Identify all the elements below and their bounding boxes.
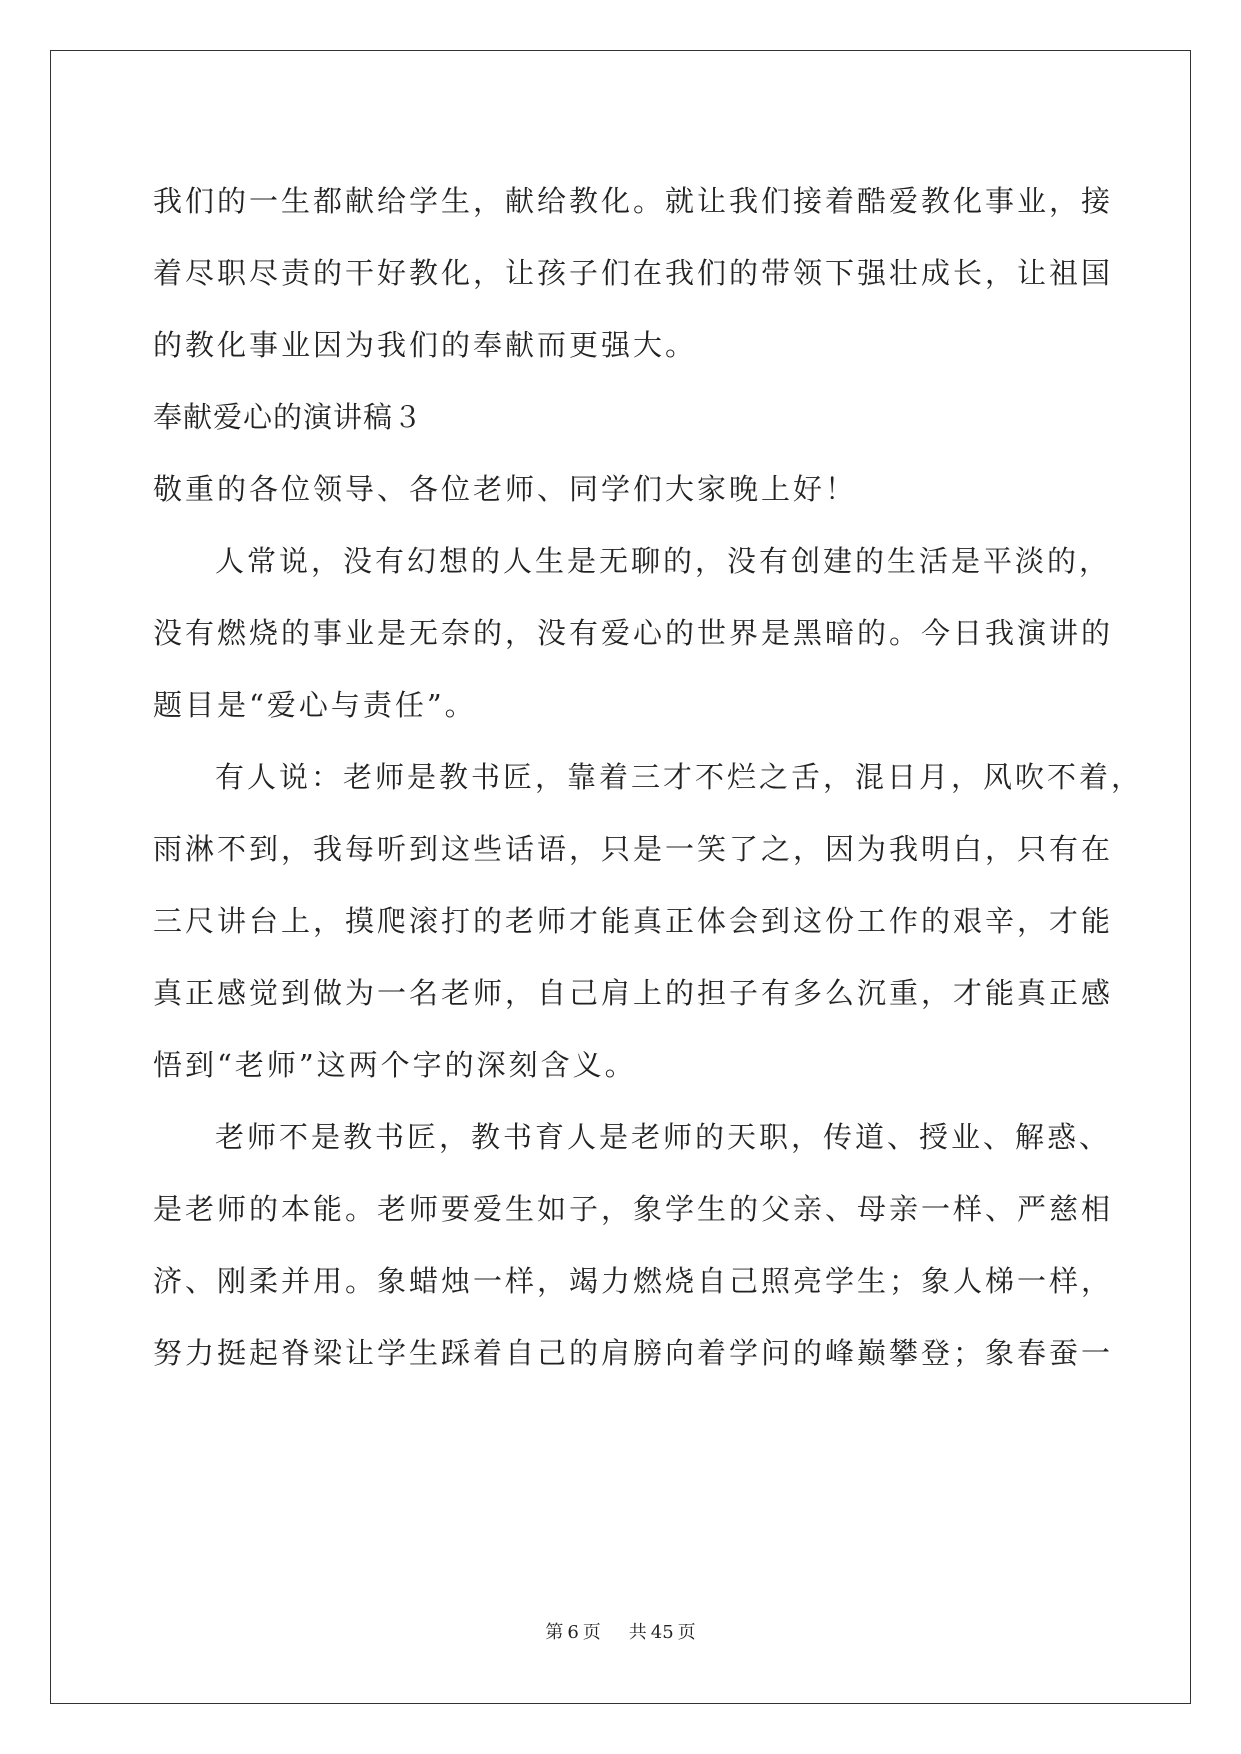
body-line: 题目是“爱心与责任”。 — [153, 688, 477, 722]
total-pages: 45 — [650, 1622, 674, 1643]
body-line: 没有燃烧的事业是无奈的，没有爱心的世界是黑暗的。今日我演讲的 — [153, 616, 1114, 650]
total-suffix: 页 — [677, 1622, 696, 1643]
greeting-line: 敬重的各位领导、各位老师、同学们大家晚上好！ — [153, 472, 858, 506]
body-line: 有人说：老师是教书匠，靠着三才不烂之舌，混日月，风吹不着， — [215, 760, 1144, 794]
body-line: 济、刚柔并用。象蜡烛一样，竭力燃烧自己照亮学生；象人梯一样， — [153, 1264, 1114, 1298]
body-line: 老师不是教书匠，教书育人是老师的天职，传道、授业、解惑、 — [215, 1120, 1112, 1154]
body-line: 是老师的本能。老师要爱生如子，象学生的父亲、母亲一样、严慈相 — [153, 1192, 1114, 1226]
body-line: 人常说，没有幻想的人生是无聊的，没有创建的生活是平淡的， — [215, 544, 1112, 578]
body-line: 雨淋不到，我每听到这些话语，只是一笑了之，因为我明白，只有在 — [153, 832, 1114, 866]
page-suffix: 页 — [582, 1622, 601, 1643]
body-line: 的教化事业因为我们的奉献而更强大。 — [153, 328, 698, 362]
body-line: 真正感觉到做为一名老师，自己肩上的担子有多么沉重，才能真正感 — [153, 976, 1114, 1010]
page-number: 6 — [567, 1622, 579, 1643]
body-line: 三尺讲台上，摸爬滚打的老师才能真正体会到这份工作的艰辛，才能 — [153, 904, 1114, 938]
body-line: 着尽职尽责的干好教化，让孩子们在我们的带领下强壮成长，让祖国 — [153, 256, 1114, 290]
body-line: 我们的一生都献给学生，献给教化。就让我们接着酷爱教化事业，接 — [153, 184, 1114, 218]
section-heading: 奉献爱心的演讲稿３ — [153, 400, 424, 434]
body-line: 悟到“老师”这两个字的深刻含义。 — [153, 1048, 637, 1082]
body-line: 努力挺起脊梁让学生踩着自己的肩膀向着学问的峰巅攀登；象春蚕一 — [153, 1336, 1114, 1370]
document-body — [153, 165, 1144, 1389]
total-prefix: 共 — [628, 1622, 647, 1643]
page-prefix: 第 — [545, 1622, 564, 1643]
page-footer — [0, 1618, 1241, 1644]
